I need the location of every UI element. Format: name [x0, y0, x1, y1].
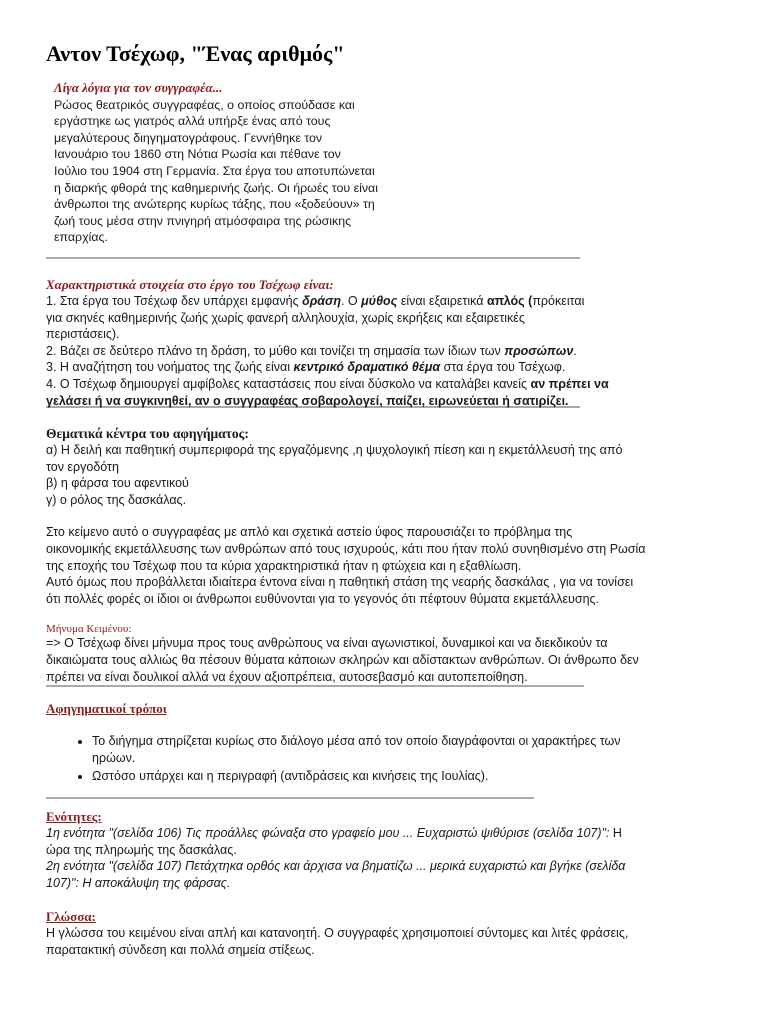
- unit-1: 1η ενότητα "(σελίδα 106) Τις προάλλες φώναξα στο γραφείο μου ... Ευχαριστώ ψιθύρισε (σελίδα 107)": Η: [46, 826, 622, 840]
- features-section: [46, 277, 736, 409]
- paragraph-line: ότι πολλές φορές οι ίδιοι οι άνθρωποι ευθύνονται για το γεγονός ότι πέφτουν θύματα εκμετάλλευσης.: [46, 591, 600, 606]
- language-line: Η γλώσσα του κειμένου είναι απλή και κατανοητή. Ο συγγραφές χρησιμοποιεί σύντομες και λιτές φράσεις,: [46, 926, 629, 941]
- summary-paragraph: [46, 524, 736, 607]
- modes-list: [46, 733, 736, 785]
- divider: [46, 797, 534, 799]
- author-heading: Λίγα λόγια για τον συγγραφέα...: [54, 80, 223, 95]
- features-heading: Χαρακτηριστικά στοιχεία στο έργο του Τσέχωφ είναι:: [46, 276, 334, 292]
- themes-heading: Θεματικά κέντρα του αφηγήματος:: [46, 426, 249, 442]
- message-line: πρέπει να είναι δουλικοί αλλά να έχουν αξιοπρέπεια, αυτοσεβασμό και αυτοπεποίθηση.: [46, 669, 528, 684]
- unit-1-line: ώρα της πληρωμής της δασκάλας.: [46, 842, 237, 857]
- feature-item-2: 2. Βάζει σε δεύτερο πλάνο τη δράση, το μύθο και τονίζει τη σημασία των ίδιων των προσώπων.: [46, 343, 577, 358]
- author-line: άνθρωποι της ανώτερης κυρίως τάξης, που «ξοδεύουν» τη: [54, 197, 375, 212]
- theme-item-b: β) η φάρσα του αφεντικού: [46, 476, 189, 491]
- message-line: => Ο Τσέχωφ δίνει μήνυμα προς τους ανθρώπους να είναι αγωνιστικοί, δυναμικοί και να διεκδικούν τα: [46, 636, 608, 651]
- modes-section: [46, 701, 736, 785]
- message-heading: Μήνυμα Κειμένου:: [46, 623, 132, 636]
- author-line: εργάστηκε ως γιατρός αλλά υπήρξε ένας από τους: [54, 114, 331, 129]
- theme-item-a: α) Η δειλή και παθητική συμπεριφορά της εργαζόμενης ,η ψυχολογική πίεση και η εκμετάλλευσή της από: [46, 443, 623, 458]
- divider: [46, 685, 584, 687]
- modes-heading: Αφηγηματικοί τρόποι: [46, 701, 167, 717]
- paragraph-line: οικονομικής εκμετάλλευσης των ανθρώπων από τους ισχυρούς, κάτι που ήταν πολύ συνηθισμένο στη Ρωσία: [46, 542, 646, 557]
- page-title: Αντον Τσέχωφ, "Ένας αριθμός": [46, 41, 345, 66]
- paragraph-line: της εποχής του Τσέχωφ που τα κύρια χαρακτηριστικά ήταν η φτώχεια και η εξαθλίωση.: [46, 558, 522, 573]
- paragraph-line: Στο κείμενο αυτό ο συγγραφέας με απλό και σχετικά αστείο ύφος παρουσιάζει το πρόβλημα της: [46, 525, 573, 540]
- author-line: Ρώσος θεατρικός συγγραφέας, ο οποίος σπούδασε και: [54, 97, 355, 112]
- list-item: • Ωστόσο υπάρχει και η περιγραφή (αντιδράσεις και κινήσεις της Ιουλίας).: [92, 768, 736, 785]
- author-line: Ιούλιο του 1904 στη Γερμανία. Στα έργα του αποτυπώνεται: [54, 163, 375, 178]
- unit-2: 2η ενότητα "(σελίδα 107) Πετάχτηκα ορθός και άρχισα να βηματίζω ... μερικά ευχαριστώ και βγήκε (σελίδα: [46, 859, 626, 874]
- language-line: παρατακτική σύνδεση και πολλά σημεία στίξεως.: [46, 942, 315, 957]
- units-section: [46, 809, 736, 891]
- themes-section: [46, 426, 736, 508]
- language-heading: Γλώσσα:: [46, 909, 96, 925]
- author-line: Ιανουάριο του 1860 στη Νότια Ρωσία και πέθανε τον: [54, 147, 341, 162]
- feature-item-1-line: για σκηνές καθημερινής ζωής χωρίς φανερή αλληλουχία, χωρίς εκρήξεις και εξαιρετικές: [46, 310, 525, 325]
- author-section: [54, 80, 406, 246]
- message-section: [46, 623, 736, 685]
- author-line: η διαρκής φθορά της καθημερινής ζωής. Οι ήρωές του είναι: [54, 180, 378, 195]
- feature-item-1: 1. Στα έργα του Τσέχωφ δεν υπάρχει εμφανής δράση. Ο μύθος είναι εξαιρετικά απλός (πρόκειται: [46, 293, 585, 308]
- author-line: ζωή τους μέσα στην πνιγηρή ατμόσφαιρα της ρώσικης: [54, 213, 352, 228]
- list-item: • Το διήγημα στηρίζεται κυρίως στο διάλογο μέσα από τον οποίο διαγράφονται οι χαρακτήρες των ηρώων.: [92, 733, 736, 766]
- document-page: [46, 40, 736, 959]
- unit-2-line: 107)": Η αποκάλυψη της φάρσας.: [46, 875, 231, 890]
- author-line: μεγαλύτερους διηγηματογράφους. Γεννήθηκε τον: [54, 130, 323, 145]
- theme-item-c: γ) ο ρόλος της δασκάλας.: [46, 492, 187, 507]
- theme-item-a-line: τον εργοδότη: [46, 459, 119, 474]
- author-line: επαρχίας.: [54, 230, 108, 245]
- paragraph-line: Αυτό όμως που προβάλλεται ιδιαίτερα έντονα είναι η παθητική στάση της νεαρής δασκάλας , για να τονίσει: [46, 575, 634, 590]
- units-heading: Ενότητες:: [46, 809, 102, 824]
- feature-item-4-line: γελάσει ή να συγκινηθεί, αν ο συγγραφέας σοβαρολογεί, παίζει, ειρωνεύεται ή σατιρίζει.: [46, 393, 569, 408]
- feature-item-3: 3. Η αναζήτηση του νοήματος της ζωής είναι κεντρικό δραματικό θέμα στα έργα του Τσέχωφ.: [46, 360, 566, 375]
- language-section: [46, 909, 736, 958]
- feature-item-4: 4. Ο Τσέχωφ δημιουργεί αμφίβολες καταστάσεις που είναι δύσκολο να καταλάβει κανείς αν πρέπει να: [46, 376, 609, 391]
- feature-item-1-line: περιστάσεις).: [46, 327, 120, 342]
- divider: [46, 257, 580, 259]
- message-line: δικαιώματα τους αλλιώς θα πέσουν θύματα κάποιων σκληρών και αδίστακτων ανθρώπων. Οι άνθρωπο δεν: [46, 653, 639, 668]
